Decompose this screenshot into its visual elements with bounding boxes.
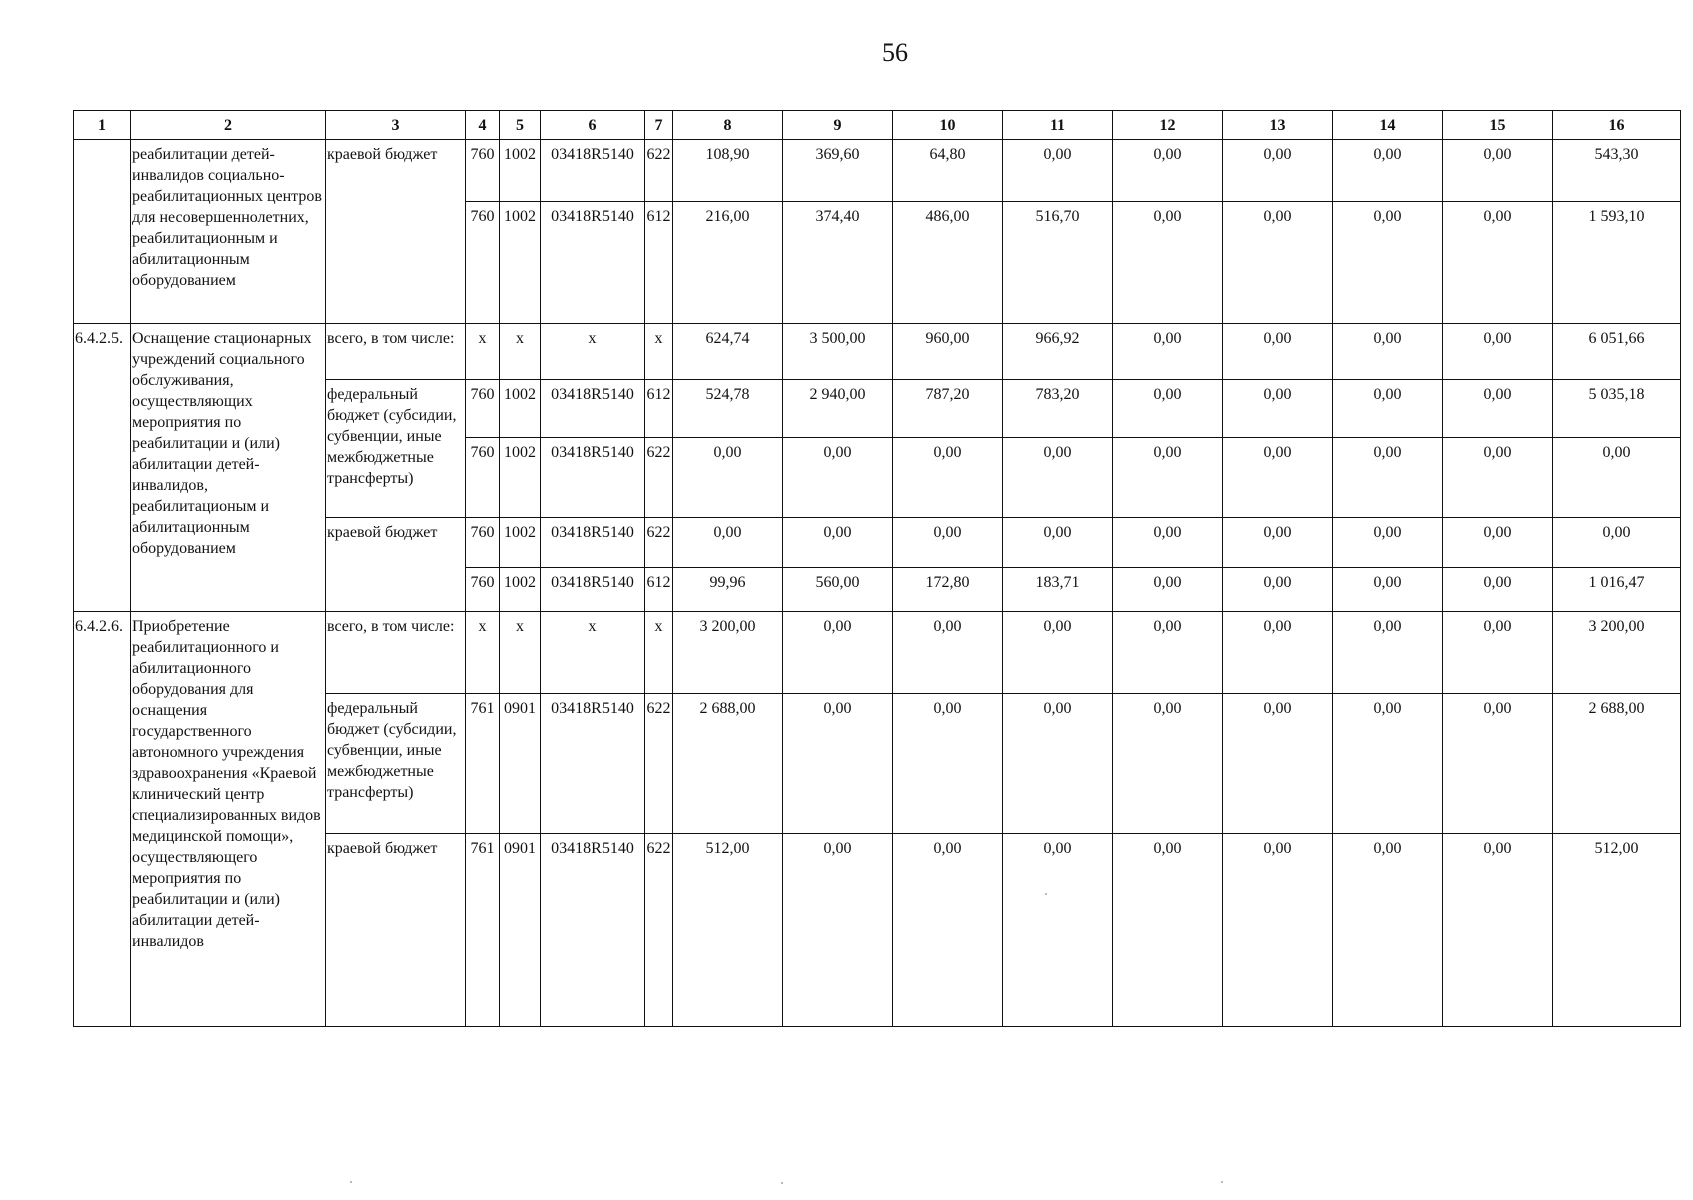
value-cell: 0,00 — [1113, 612, 1223, 694]
header-cell: 1 — [74, 111, 131, 140]
value-cell: 0,00 — [1223, 140, 1333, 202]
item-title: реабилитации детей-инвалидов социально-реабилитационных центров для несовершеннолетних, реабилитационным и абилитационным оборудованием — [131, 140, 326, 324]
value-cell: 0,00 — [1443, 438, 1553, 518]
code-cell: 1002 — [500, 518, 541, 568]
code-cell: 1002 — [500, 380, 541, 438]
code-cell: 03418R5140 — [541, 380, 645, 438]
value-cell: 2 688,00 — [673, 694, 783, 834]
code-cell: 622 — [645, 140, 673, 202]
value-cell: 1 016,47 — [1553, 568, 1681, 612]
code-cell: 03418R5140 — [541, 202, 645, 324]
header-cell: 16 — [1553, 111, 1681, 140]
table-row — [74, 140, 1681, 202]
code-cell: 760 — [466, 380, 500, 438]
value-cell: 5 035,18 — [1553, 380, 1681, 438]
header-cell: 3 — [326, 111, 466, 140]
value-cell: 0,00 — [1333, 694, 1443, 834]
value-cell: 0,00 — [1003, 834, 1113, 1027]
code-cell: 622 — [645, 694, 673, 834]
code-cell: х — [645, 612, 673, 694]
header-row — [74, 111, 1681, 140]
section-number: 6.4.2.6. — [74, 612, 131, 1027]
value-cell: 0,00 — [1003, 518, 1113, 568]
value-cell: 0,00 — [1333, 438, 1443, 518]
code-cell: 03418R5140 — [541, 438, 645, 518]
value-cell: 1 593,10 — [1553, 202, 1681, 324]
value-cell: 966,92 — [1003, 324, 1113, 380]
funding-source: федеральный бюджет (субсидии, субвенции, иные межбюджетные трансферты) — [326, 380, 466, 518]
value-cell: 0,00 — [1223, 438, 1333, 518]
value-cell: 0,00 — [1003, 612, 1113, 694]
value-cell: 516,70 — [1003, 202, 1113, 324]
value-cell: 783,20 — [1003, 380, 1113, 438]
value-cell: 0,00 — [1333, 518, 1443, 568]
value-cell: 0,00 — [1113, 694, 1223, 834]
value-cell: 0,00 — [893, 694, 1003, 834]
value-cell: 0,00 — [1223, 380, 1333, 438]
code-cell: 612 — [645, 380, 673, 438]
value-cell: 0,00 — [783, 612, 893, 694]
funding-source: краевой бюджет — [326, 140, 466, 324]
value-cell: 0,00 — [1223, 324, 1333, 380]
code-cell: х — [500, 612, 541, 694]
value-cell: 0,00 — [1113, 140, 1223, 202]
header-cell: 15 — [1443, 111, 1553, 140]
value-cell: 0,00 — [1223, 518, 1333, 568]
value-cell: 0,00 — [1113, 518, 1223, 568]
header-cell: 11 — [1003, 111, 1113, 140]
code-cell: 760 — [466, 140, 500, 202]
value-cell: 486,00 — [893, 202, 1003, 324]
value-cell: 787,20 — [893, 380, 1003, 438]
code-cell: 612 — [645, 568, 673, 612]
value-cell: 0,00 — [783, 694, 893, 834]
value-cell: 0,00 — [1113, 834, 1223, 1027]
page-number: 56 — [882, 38, 908, 67]
value-cell: 960,00 — [893, 324, 1003, 380]
value-cell: 0,00 — [1553, 518, 1681, 568]
funding-source: краевой бюджет — [326, 834, 466, 1027]
value-cell: 0,00 — [1113, 438, 1223, 518]
code-cell: 1002 — [500, 568, 541, 612]
scan-speck — [1221, 1181, 1223, 1183]
value-cell: 0,00 — [783, 518, 893, 568]
table-row — [74, 612, 1681, 694]
value-cell: 0,00 — [893, 438, 1003, 518]
value-cell: 0,00 — [1333, 568, 1443, 612]
value-cell: 99,96 — [673, 568, 783, 612]
value-cell: 64,80 — [893, 140, 1003, 202]
table-body — [74, 140, 1681, 1027]
code-cell: 760 — [466, 438, 500, 518]
header-cell: 13 — [1223, 111, 1333, 140]
header-cell: 2 — [131, 111, 326, 140]
value-cell: 0,00 — [1333, 834, 1443, 1027]
code-cell: х — [466, 324, 500, 380]
value-cell: 0,00 — [1223, 612, 1333, 694]
value-cell: 543,30 — [1553, 140, 1681, 202]
value-cell: 0,00 — [1333, 324, 1443, 380]
code-cell: 03418R5140 — [541, 694, 645, 834]
code-cell: 1002 — [500, 202, 541, 324]
code-cell: 1002 — [500, 438, 541, 518]
value-cell: 369,60 — [783, 140, 893, 202]
code-cell: 1002 — [500, 140, 541, 202]
code-cell: 760 — [466, 202, 500, 324]
value-cell: 0,00 — [1443, 380, 1553, 438]
scan-speck — [350, 1181, 352, 1183]
code-cell: 622 — [645, 834, 673, 1027]
code-cell: 0901 — [500, 694, 541, 834]
value-cell: 0,00 — [893, 834, 1003, 1027]
value-cell: 3 200,00 — [1553, 612, 1681, 694]
value-cell: 0,00 — [1113, 324, 1223, 380]
code-cell: 03418R5140 — [541, 568, 645, 612]
value-cell: 0,00 — [1003, 140, 1113, 202]
value-cell: 2 688,00 — [1553, 694, 1681, 834]
header-cell: 4 — [466, 111, 500, 140]
value-cell: 3 200,00 — [673, 612, 783, 694]
section-number — [74, 140, 131, 324]
scan-speck — [781, 1182, 783, 1184]
item-title: Приобретение реабилитационного и абилитационного оборудования для оснащения государственного автономного учреждения здравоохранения «Краевой клинический центр специализированных видов медицинской помощи», осуществляющего мероприятия по реабилитации и (или) абилитации детей-инвалидов — [131, 612, 326, 1027]
value-cell: 560,00 — [783, 568, 893, 612]
value-cell: 0,00 — [1443, 140, 1553, 202]
header-cell: 6 — [541, 111, 645, 140]
code-cell: 760 — [466, 568, 500, 612]
value-cell: 0,00 — [1223, 202, 1333, 324]
code-cell: 622 — [645, 518, 673, 568]
code-cell: 03418R5140 — [541, 834, 645, 1027]
value-cell: 0,00 — [893, 518, 1003, 568]
code-cell: 761 — [466, 834, 500, 1027]
funding-source: всего, в том числе: — [326, 324, 466, 380]
value-cell: 0,00 — [1003, 438, 1113, 518]
code-cell: 760 — [466, 518, 500, 568]
header-cell: 12 — [1113, 111, 1223, 140]
code-cell: х — [500, 324, 541, 380]
budget-table — [73, 110, 1681, 1027]
value-cell: 0,00 — [1443, 568, 1553, 612]
value-cell: 0,00 — [1443, 834, 1553, 1027]
scan-speck — [1045, 893, 1047, 895]
section-number: 6.4.2.5. — [74, 324, 131, 612]
table-row — [74, 324, 1681, 380]
header-cell: 10 — [893, 111, 1003, 140]
header-cell: 9 — [783, 111, 893, 140]
item-title: Оснащение стационарных учреждений социального обслуживания, осуществляющих мероприятия по реабилитации и (или) абилитации детей-инвалидов, реабилитационым и абилитационным оборудованием — [131, 324, 326, 612]
value-cell: 0,00 — [1443, 518, 1553, 568]
code-cell: х — [541, 612, 645, 694]
code-cell: х — [645, 324, 673, 380]
value-cell: 0,00 — [1443, 694, 1553, 834]
value-cell: 0,00 — [1333, 140, 1443, 202]
code-cell: х — [541, 324, 645, 380]
code-cell: х — [466, 612, 500, 694]
funding-source: всего, в том числе: — [326, 612, 466, 694]
code-cell: 0901 — [500, 834, 541, 1027]
value-cell: 0,00 — [1223, 568, 1333, 612]
value-cell: 3 500,00 — [783, 324, 893, 380]
value-cell: 0,00 — [1003, 694, 1113, 834]
code-cell: 03418R5140 — [541, 140, 645, 202]
value-cell: 0,00 — [1113, 380, 1223, 438]
value-cell: 0,00 — [1333, 380, 1443, 438]
header-cell: 7 — [645, 111, 673, 140]
value-cell: 6 051,66 — [1553, 324, 1681, 380]
value-cell: 0,00 — [783, 438, 893, 518]
value-cell: 0,00 — [1443, 324, 1553, 380]
value-cell: 0,00 — [1443, 202, 1553, 324]
value-cell: 0,00 — [673, 438, 783, 518]
value-cell: 108,90 — [673, 140, 783, 202]
code-cell: 761 — [466, 694, 500, 834]
value-cell: 0,00 — [1223, 694, 1333, 834]
value-cell: 524,78 — [673, 380, 783, 438]
header-cell: 8 — [673, 111, 783, 140]
value-cell: 0,00 — [783, 834, 893, 1027]
value-cell: 0,00 — [1113, 568, 1223, 612]
value-cell: 2 940,00 — [783, 380, 893, 438]
value-cell: 624,74 — [673, 324, 783, 380]
value-cell: 0,00 — [1553, 438, 1681, 518]
value-cell: 512,00 — [673, 834, 783, 1027]
header-cell: 5 — [500, 111, 541, 140]
code-cell: 612 — [645, 202, 673, 324]
funding-source: федеральный бюджет (субсидии, субвенции, иные межбюджетные трансферты) — [326, 694, 466, 834]
value-cell: 0,00 — [893, 612, 1003, 694]
value-cell: 0,00 — [1333, 612, 1443, 694]
value-cell: 172,80 — [893, 568, 1003, 612]
value-cell: 0,00 — [1333, 202, 1443, 324]
code-cell: 03418R5140 — [541, 518, 645, 568]
value-cell: 0,00 — [673, 518, 783, 568]
value-cell: 0,00 — [1443, 612, 1553, 694]
value-cell: 0,00 — [1223, 834, 1333, 1027]
funding-source: краевой бюджет — [326, 518, 466, 612]
header-cell: 14 — [1333, 111, 1443, 140]
value-cell: 183,71 — [1003, 568, 1113, 612]
value-cell: 512,00 — [1553, 834, 1681, 1027]
value-cell: 216,00 — [673, 202, 783, 324]
value-cell: 0,00 — [1113, 202, 1223, 324]
value-cell: 374,40 — [783, 202, 893, 324]
code-cell: 622 — [645, 438, 673, 518]
